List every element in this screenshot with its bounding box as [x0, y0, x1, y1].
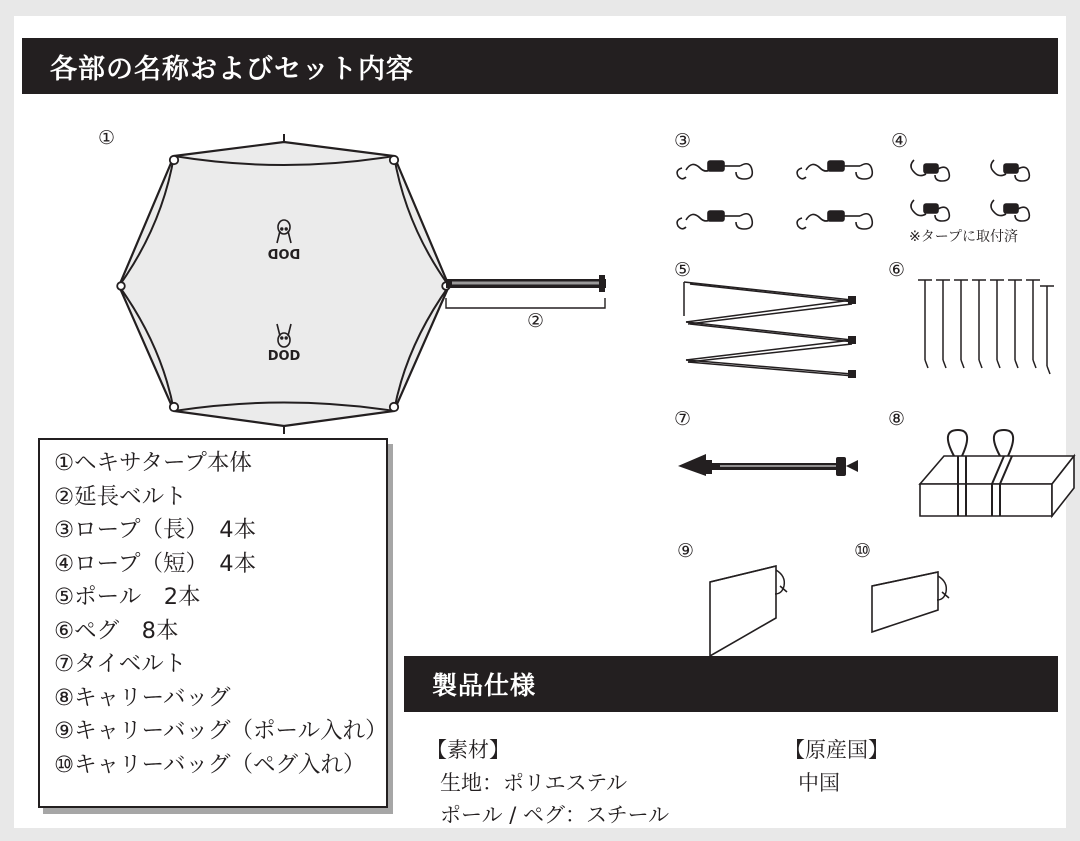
parts-list-item: ③ロープ（長） 4本 [54, 517, 257, 543]
document-page [14, 16, 1066, 828]
peg-3 [954, 280, 968, 368]
extension-belt-brace [446, 298, 605, 308]
grommet-top-left [170, 156, 178, 164]
parts-list-item: ⑩キャリーバッグ（ペグ入れ） [54, 751, 366, 778]
pole-bag-illustration [702, 556, 812, 661]
callout-number-4: ④ [891, 130, 909, 152]
carry-bag-handle-2 [994, 430, 1013, 456]
tarp-illustration [54, 126, 634, 436]
long-ropes-illustration [674, 152, 904, 252]
extension-belt-buckle [599, 275, 605, 292]
tie-belt-buckle [836, 457, 846, 476]
spec-material-line: 生地：ポリエステル [440, 770, 628, 795]
peg-8 [1040, 286, 1054, 374]
spec-origin-block [784, 734, 889, 799]
callout-number-7: ⑦ [674, 408, 692, 430]
short-rope-2 [991, 160, 1029, 181]
parts-list-item: ⑦タイベルト [54, 651, 187, 677]
section-header-spec [404, 656, 1058, 712]
pole-tip-3 [848, 370, 856, 378]
tie-belt-highlight [720, 465, 838, 467]
callout-number-3: ③ [674, 130, 692, 152]
long-rope-1 [677, 161, 752, 179]
peg-6 [1008, 280, 1022, 368]
grommet-bottom-left [170, 403, 178, 411]
callout-number-8: ⑧ [888, 408, 906, 430]
peg-bag-body [872, 572, 938, 632]
spec-material-block [426, 734, 669, 832]
peg-7 [1026, 280, 1040, 368]
pegs-illustration [914, 274, 1059, 384]
long-rope-2 [797, 161, 872, 179]
long-rope-4 [797, 211, 872, 229]
pole-tip-2 [848, 336, 856, 344]
poles-illustration [676, 278, 861, 383]
section-header-parts-label: 各部の名称およびセット内容 [50, 53, 414, 84]
parts-list-item: ⑨キャリーバッグ（ポール入れ） [54, 718, 388, 744]
carry-bag-illustration [914, 426, 1079, 536]
tie-belt-slider [704, 460, 712, 474]
peg-2 [936, 280, 950, 368]
section-header-parts [22, 38, 1058, 94]
spec-origin-title: 【原産国】 [784, 738, 889, 762]
carry-bag-handle-1 [948, 430, 967, 456]
callout-number-10: ⑩ [854, 540, 872, 562]
peg-5 [990, 280, 1004, 368]
callout-number-1: ① [98, 127, 116, 149]
short-ropes-illustration [904, 152, 1064, 232]
tie-belt-illustration [676, 444, 866, 490]
parts-list-item: ⑧キャリーバッグ [54, 684, 231, 711]
parts-list-item: ①ヘキサタープ本体 [54, 450, 252, 476]
attached-note: ※タープに取付済 [909, 229, 1019, 245]
peg-bag-illustration [866, 566, 971, 641]
tie-belt-end [846, 460, 858, 472]
extension-belt-highlight [452, 282, 602, 285]
parts-list-item: ⑤ポール 2本 [54, 584, 201, 610]
svg-text:DOD: DOD [267, 245, 301, 260]
short-rope-1 [911, 160, 949, 181]
peg-4 [972, 280, 986, 368]
parts-list-item: ②延長ベルト [54, 483, 187, 510]
short-rope-4 [991, 200, 1029, 221]
extension-belt [446, 275, 606, 292]
tie-belt-tip [678, 454, 706, 476]
parts-list-item: ④ロープ（短） 4本 [54, 550, 257, 577]
pole-tip-1 [848, 296, 856, 304]
grommet-top-right [390, 156, 398, 164]
callout-number-9: ⑨ [677, 540, 695, 562]
tarp-svg [54, 126, 634, 436]
parts-list-item: ⑥ペグ 8本 [54, 617, 179, 644]
spec-material-line: ポール / ペグ：スチール [440, 803, 670, 828]
spec-material-title: 【素材】 [426, 738, 510, 762]
callout-number-5: ⑤ [674, 259, 692, 281]
callout-number-2: ② [527, 310, 545, 332]
section-header-spec-label: 製品仕様 [432, 672, 537, 700]
svg-text:DOD: DOD [267, 349, 301, 364]
callout-number-6: ⑥ [888, 259, 906, 281]
long-rope-3 [677, 211, 752, 229]
grommet-bottom-right [390, 403, 398, 411]
short-rope-3 [911, 200, 949, 221]
grommet-left-peak [117, 282, 125, 290]
spec-origin-line: 中国 [798, 770, 840, 795]
carry-bag-front [920, 484, 1052, 516]
parts-list-box [38, 438, 388, 808]
peg-1 [918, 280, 932, 368]
